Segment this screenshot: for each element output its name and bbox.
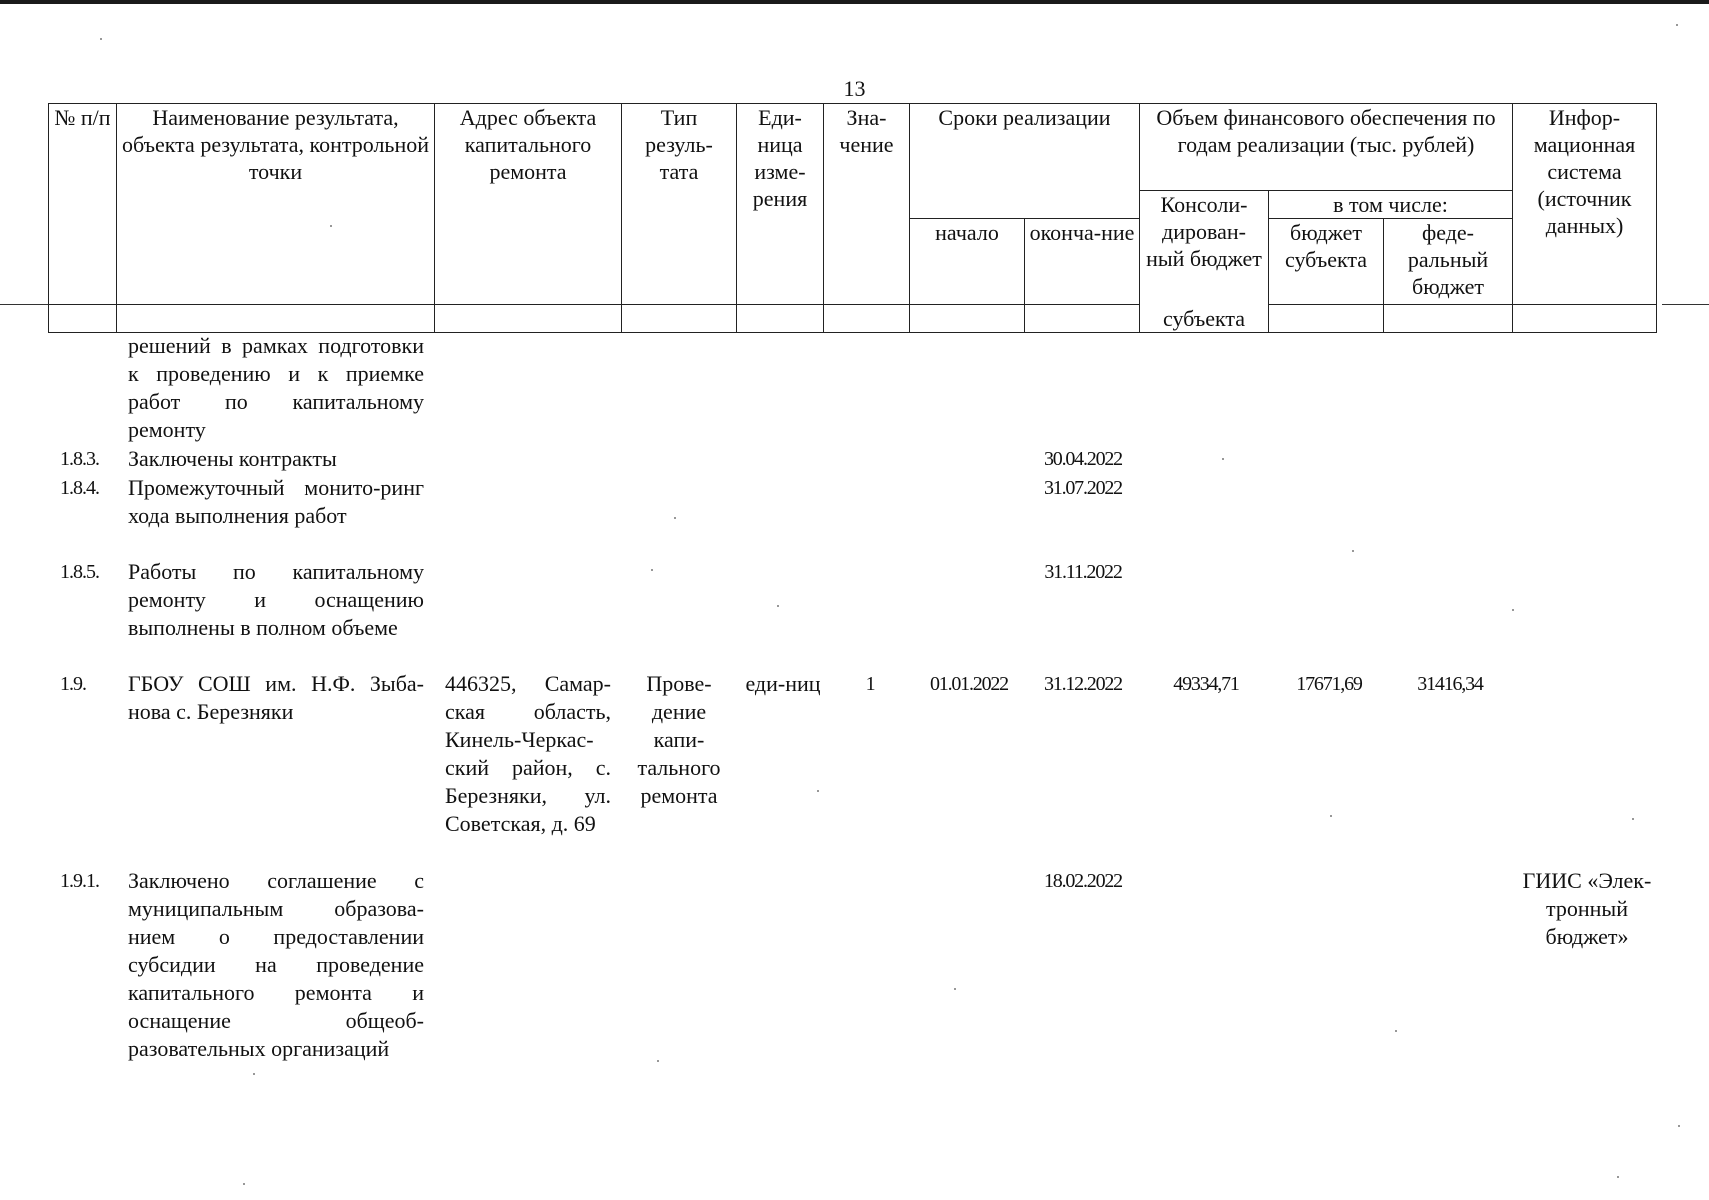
header-consolidated: Консоли-дирован-ный бюджет (1140, 191, 1269, 305)
header-blank-cell (737, 305, 824, 333)
scan-artifact-line-right (1662, 304, 1709, 305)
header-consolidated-continued: субъекта (1140, 305, 1269, 333)
row-name: Заключены контракты (128, 446, 337, 471)
row-info-system: ГИИС «Элек-тронный бюджет» (1522, 868, 1652, 949)
row-number: 1.8.5. (60, 561, 99, 583)
scan-speck (1676, 24, 1678, 26)
header-name: Наименование результата, объекта результата, контрольной точки (117, 104, 435, 305)
row-end-date: 31.12.2022 (1043, 673, 1122, 695)
scan-speck (1512, 609, 1514, 611)
table-header (48, 103, 1657, 333)
header-finance: Объем финансового обеспечения по годам реализации (тыс. рублей) (1140, 104, 1513, 191)
header-blank-cell (1269, 305, 1384, 333)
scan-speck (1617, 1176, 1619, 1178)
row-end-date: 18.02.2022 (1043, 870, 1122, 892)
scan-speck (651, 569, 653, 571)
scan-artifact-line-left (0, 304, 48, 305)
header-federal-budget: феде-ральный бюджет (1384, 219, 1513, 305)
header-unit: Еди-ница изме-рения (737, 104, 824, 305)
header-end: оконча-ние (1025, 219, 1140, 305)
scan-speck (674, 517, 676, 519)
scan-speck (100, 38, 102, 40)
header-type: Тип резуль-тата (622, 104, 737, 305)
header-blank-cell (1025, 305, 1140, 333)
row-name: Промежуточный монито-ринг хода выполнения работ (128, 475, 424, 528)
row-unit: еди-ниц (745, 671, 821, 696)
header-value: Зна-чение (824, 104, 910, 305)
scan-speck (243, 1183, 245, 1185)
scan-speck (777, 605, 779, 607)
header-blank-cell (117, 305, 435, 333)
scan-speck (1352, 550, 1354, 552)
scan-speck (330, 225, 332, 227)
header-start: начало (910, 219, 1025, 305)
page-top-border (0, 0, 1709, 4)
header-terms: Сроки реализации (910, 104, 1140, 219)
row-end-date: 31.11.2022 (1044, 561, 1122, 583)
scan-speck (1222, 458, 1224, 460)
row-number: 1.8.4. (60, 477, 99, 499)
scan-speck (1395, 1030, 1397, 1032)
scan-speck (1678, 1125, 1680, 1127)
header-blank-cell (824, 305, 910, 333)
scan-speck (954, 988, 956, 990)
header-info: Инфор-мационная система (источник данных) (1513, 104, 1657, 305)
scan-speck (657, 1060, 659, 1062)
header-blank-cell (49, 305, 117, 333)
row-name: решений в рамках подготовки к проведению и к приемке работ по капитальному ремонту (128, 333, 424, 442)
header-blank-cell (435, 305, 622, 333)
header-blank-cell (910, 305, 1025, 333)
header-address: Адрес объекта капитального ремонта (435, 104, 622, 305)
row-end-date: 30.04.2022 (1043, 448, 1122, 470)
header-blank-cell (1513, 305, 1657, 333)
row-number: 1.9.1. (60, 870, 99, 892)
scan-speck (817, 790, 819, 792)
scan-speck (1330, 815, 1332, 817)
row-number: 1.9. (60, 673, 86, 695)
header-including: в том числе: (1269, 191, 1513, 219)
row-federal-budget: 31416,34 (1417, 673, 1483, 695)
row-end-date: 31.07.2022 (1043, 477, 1122, 499)
page-number: 13 (843, 76, 866, 101)
scan-speck (1632, 818, 1634, 820)
row-name: Работы по капитальному ремонту и оснащению выполнены в полном объеме (128, 559, 424, 640)
row-number: 1.8.3. (60, 448, 99, 470)
row-name: ГБОУ СОШ им. Н.Ф. Зыба-нова с. Березняки (128, 671, 424, 724)
row-subject-budget: 17671,69 (1296, 673, 1362, 695)
scan-speck (253, 1073, 255, 1075)
row-address: 446325, Самар-ская область, Кинель-Черкас-ский район, с. Березняки, ул. Советская, д. 69 (445, 671, 611, 836)
row-name: Заключено соглашение с муниципальным образова-нием о предоставлении субсидии на проведение капитального ремонта и оснащение общеоб-разовательных организаций (128, 868, 424, 1061)
row-result-type: Прове-дение капи-тального ремонта (637, 671, 721, 808)
row-consolidated-budget: 49334,71 (1173, 673, 1239, 695)
row-start-date: 01.01.2022 (929, 673, 1008, 695)
header-num: № п/п (49, 104, 117, 305)
header-blank-cell (1384, 305, 1513, 333)
header-subject-budget: бюджет субъекта (1269, 219, 1384, 305)
row-value: 1 (865, 673, 875, 695)
header-blank-cell (622, 305, 737, 333)
